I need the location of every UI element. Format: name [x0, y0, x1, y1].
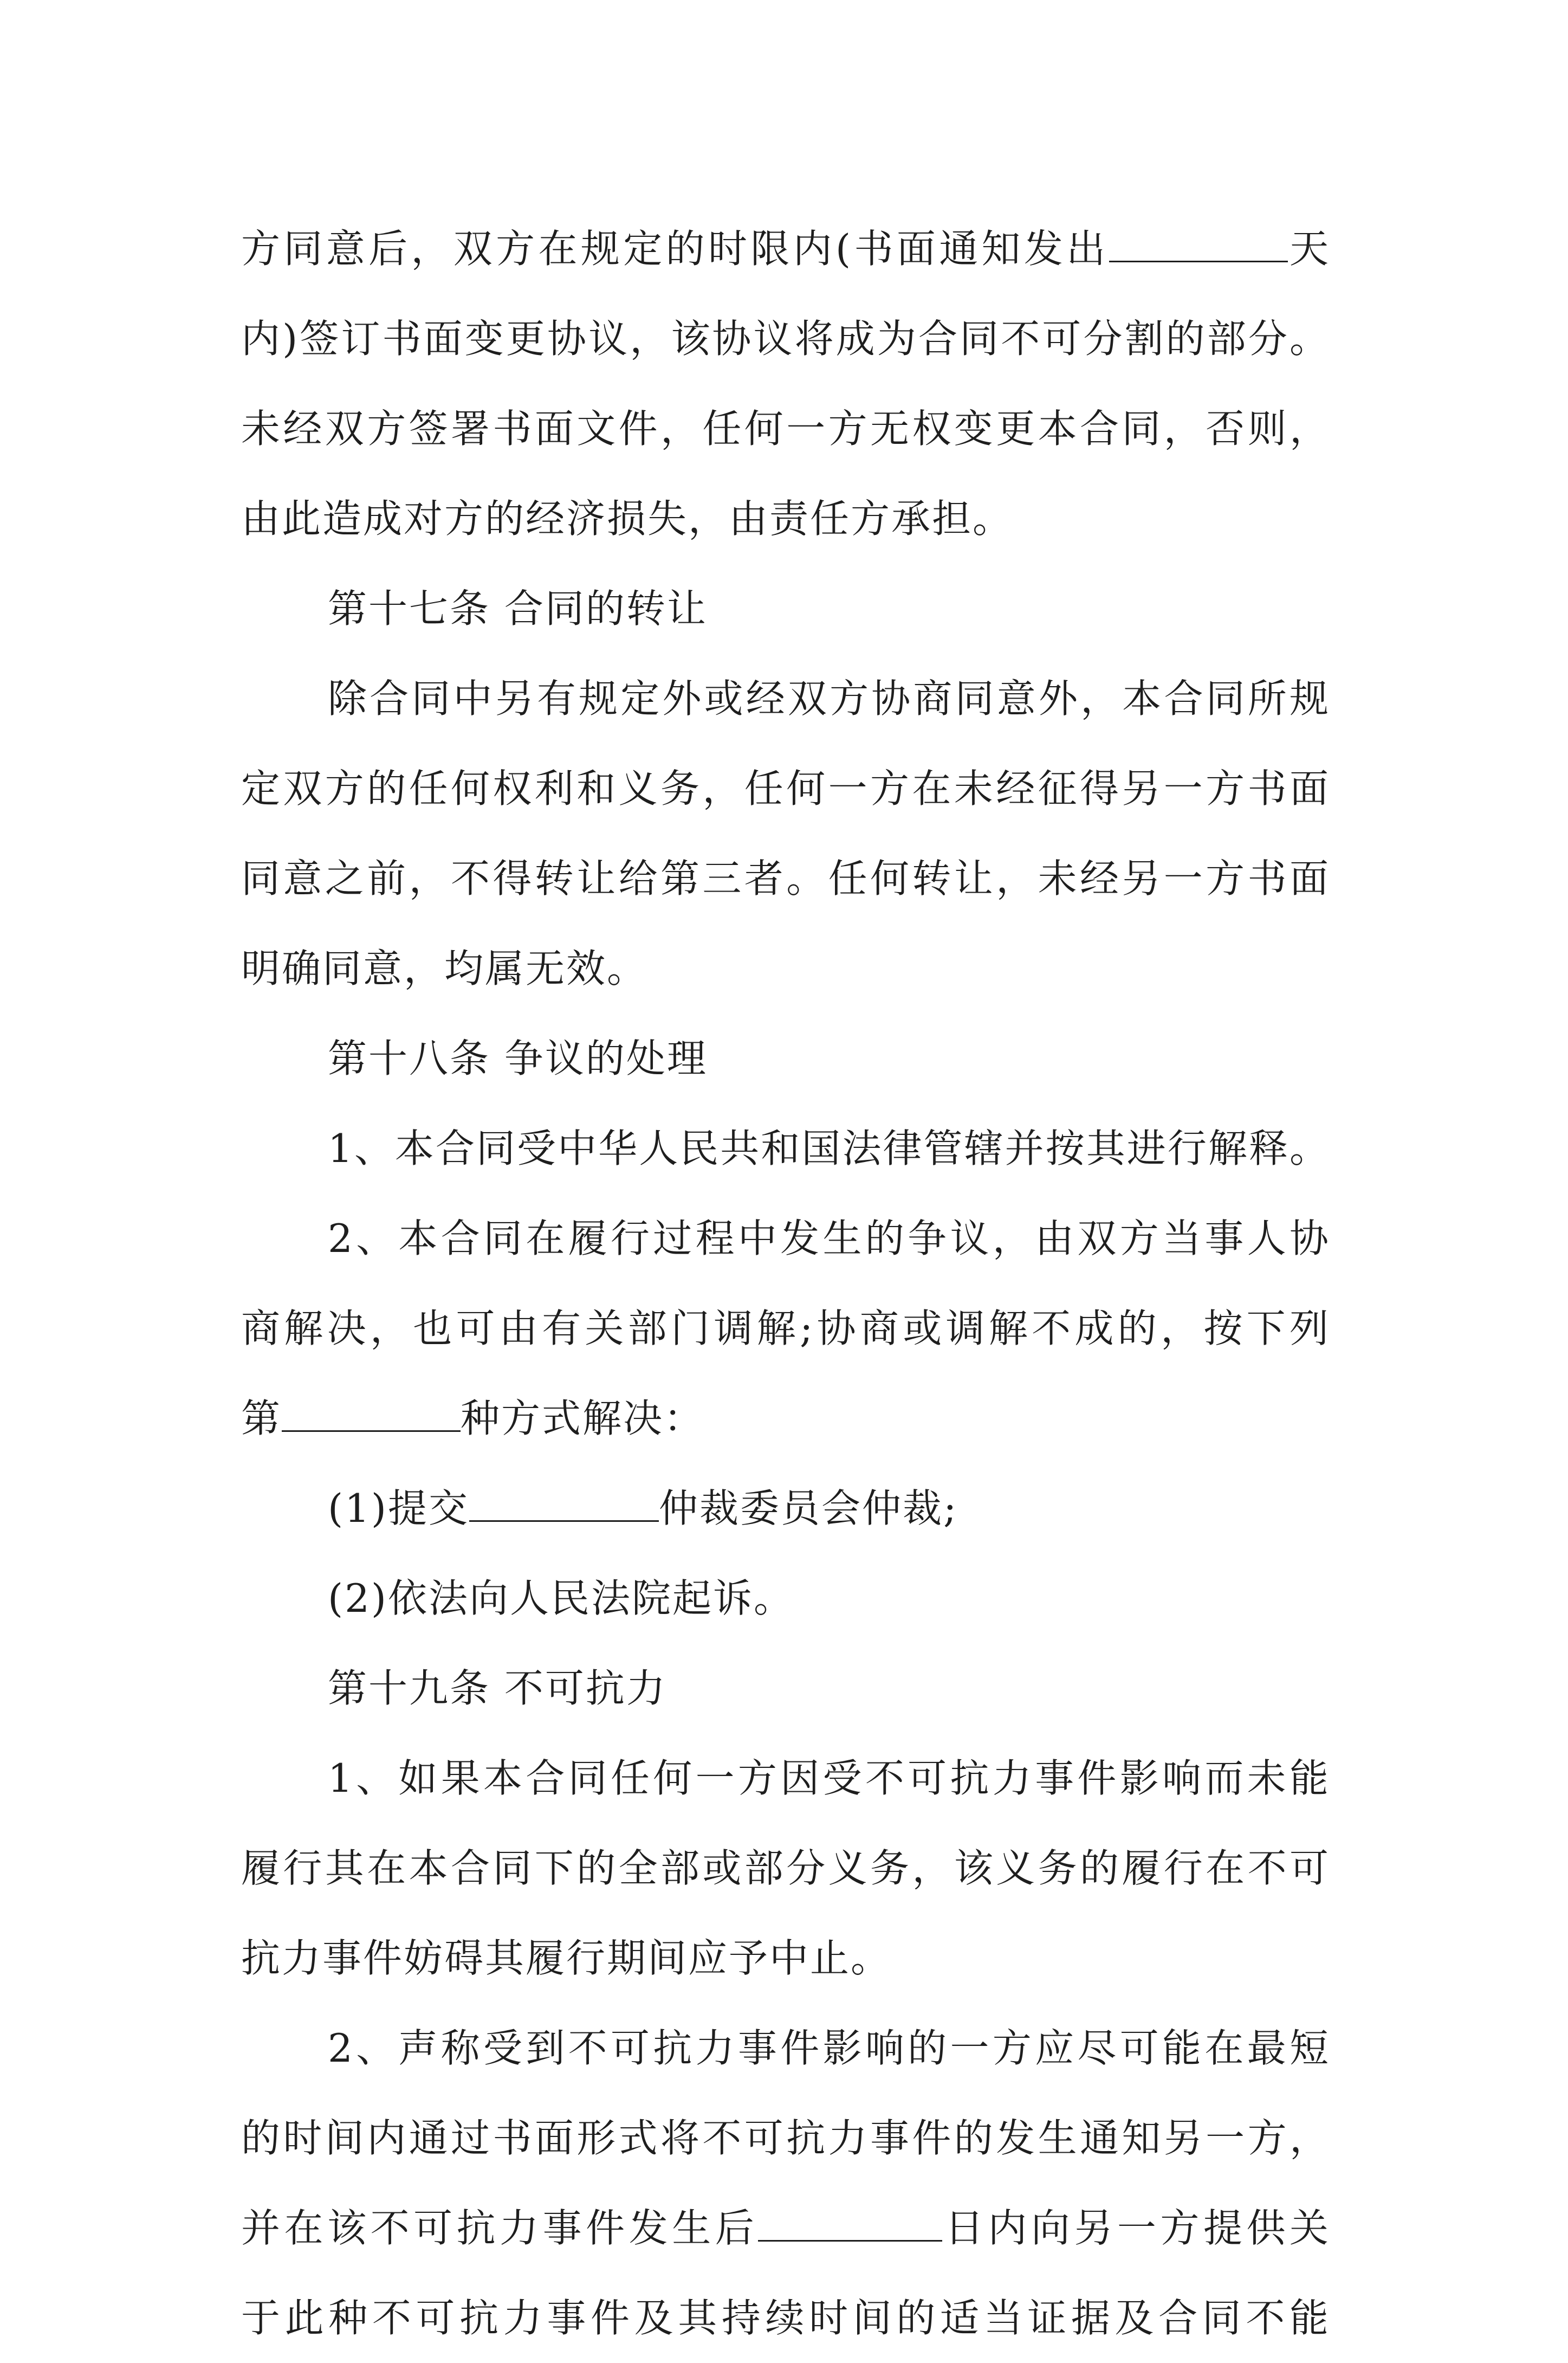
change-paragraph-line-4: 由此造成对方的经济损失，由责任方承担。 — [241, 496, 1014, 541]
change-paragraph-line-3: 未经双方签署书面文件，任何一方无权变更本合同，否则， — [241, 406, 1330, 451]
change-paragraph-line-2: 内)签订书面变更协议，该协议将成为合同不可分割的部分。 — [241, 316, 1330, 361]
article-17-heading: 第十七条 合同的转让 — [328, 586, 708, 631]
article-18-item-2-line-2: 商解决，也可由有关部门调解;协商或调解不成的，按下列 — [241, 1306, 1330, 1351]
article-19-heading: 第十九条 不可抗力 — [328, 1665, 667, 1711]
fill-in-blank-days[interactable] — [1109, 228, 1288, 262]
article-19-item-2-line-3: 并在该不可抗力事件发生后 日内向另一方提供关 — [241, 2205, 1330, 2251]
article-17-line-4: 明确同意，均属无效。 — [241, 946, 648, 991]
change-paragraph-line-1: 方同意后，双方在规定的时限内(书面通知发出 天 — [241, 226, 1330, 272]
article-19-item-1-line-1: 1、如果本合同任何一方因受不可抗力事件影响而未能 — [328, 1755, 1330, 1801]
article-18-heading: 第十八条 争议的处理 — [328, 1036, 708, 1081]
article-19-item-2-line-2: 的时间内通过书面形式将不可抗力事件的发生通知另一方， — [241, 2115, 1330, 2161]
article-18-item-2-line-1: 2、本合同在履行过程中发生的争议，由双方当事人协 — [328, 1216, 1330, 1261]
fill-in-blank-arbitration-commission[interactable] — [469, 1488, 659, 1522]
article-17-line-2: 定双方的任何权利和义务，任何一方在未经征得另一方书面 — [241, 766, 1330, 811]
article-19-item-1-line-3: 抗力事件妨碍其履行期间应予中止。 — [241, 1935, 892, 1981]
article-18-item-1: 1、本合同受中华人民共和国法律管辖并按其进行解释。 — [328, 1126, 1330, 1171]
document-body — [241, 204, 1330, 2363]
fill-in-blank-method[interactable] — [282, 1398, 461, 1432]
article-18-option-1: (1)提交 仲裁委员会仲裁; — [328, 1486, 958, 1531]
article-18-item-2-line-3: 第 种方式解决： — [241, 1396, 705, 1441]
article-19-item-2-line-1: 2、声称受到不可抗力事件影响的一方应尽可能在最短 — [328, 2025, 1330, 2071]
fill-in-blank-evidence-days[interactable] — [758, 2207, 942, 2242]
article-17-line-1: 除合同中另有规定外或经双方协商同意外，本合同所规 — [328, 676, 1330, 721]
article-19-item-2-line-4: 于此种不可抗力事件及其持续时间的适当证据及合同不能 — [241, 2295, 1330, 2341]
article-18-option-2: (2)依法向人民法院起诉。 — [328, 1576, 794, 1621]
article-19-item-1-line-2: 履行其在本合同下的全部或部分义务，该义务的履行在不可 — [241, 1845, 1330, 1891]
article-17-line-3: 同意之前，不得转让给第三者。任何转让，未经另一方书面 — [241, 856, 1330, 901]
